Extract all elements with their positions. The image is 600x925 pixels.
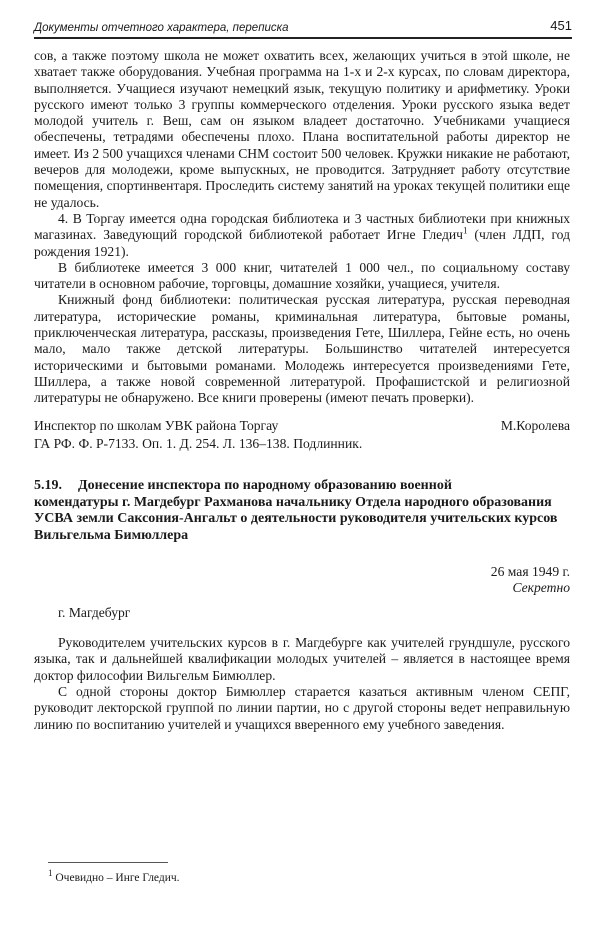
- document-number: 5.19.: [34, 478, 62, 494]
- page-body: [34, 48, 570, 733]
- paragraph-book-fund: Книжный фонд библиотеки: политическая русская литература, русская переводная литература, исторические романы, криминальная литература, бытовые романы, приключенческая литература, рассказы, произведения Гете, Шиллера, Гейне есть, но очень мало, мало также детской литературы. Большинство читателей интересуется историческими и бытовыми романами. Молодежь интересуется произведениями Гете, Шиллера, а также новой современной литературой. Профашистской и религиозной литературы не обнаружено. Все книги проверены (имеют печать проверки).: [34, 292, 570, 406]
- document-classification: Секретно: [512, 580, 570, 596]
- document-title-line1: Донесение инспектора по народному образованию военной: [78, 478, 452, 494]
- footnote-text: Очевидно – Инге Гледич.: [52, 872, 180, 884]
- paragraph-libraries-text: 4. В Торгау имеется одна городская библиотека и 3 частных библиотеки при книжных магазинах. Заведующий городской библиотекой работает Игне Гледич: [34, 210, 570, 243]
- signature-line: [34, 418, 570, 434]
- signature-name: М.Королева: [500, 417, 570, 433]
- footnote: [48, 868, 180, 884]
- footnote-reference[interactable]: 1: [463, 225, 468, 236]
- header-rule: [34, 37, 572, 39]
- document-place: г. Магдебург: [58, 604, 131, 620]
- document-date: 26 мая 1949 г.: [490, 564, 570, 580]
- running-title: Документы отчетного характера, переписка: [34, 22, 289, 34]
- document-title: [34, 478, 570, 495]
- page-number: 451: [550, 18, 572, 33]
- paragraph-library-stats: В библиотеке имеется 3 000 книг, читателей 1 000 чел., по социальному составу читатели в основном рабочие, торговцы, домашние хозяйки, учащиеся, учителя.: [34, 259, 570, 292]
- footnote-mark: 1: [48, 868, 53, 879]
- paragraph-continued: сов, а также поэтому школа не может охватить всех, желающих учиться в этой школе, не хватает также оборудования. Учебная программа на 1-х и 2-х курсах, по словам директора, выполняется. Учащиеся изучают немецкий язык, текущую политику и арифметику. Уроки русского имеют только 3 группы коммерческого отделения. Уроки русского языка ведет молодой учитель г. Веш, сам он языком владеет достаточно. Учебниками учащиеся обеспечены, тетрадями обеспечены плохо. Плана воспитательной работы директор не имеет. Из 2 500 учащихся членами СНМ состоит 500 человек. Кружки никакие не работают, вечеров для молодежи, кроме выпускных, не проводится. Затрудняет работу отсутствие помещения, спортинвентаря. Проследить систему занятий на уроках текущей политики еще не удалось.: [34, 48, 570, 210]
- document-title-rest: комендатуры г. Магдебург Рахманова начальнику Отдела народного образования УСВА земли Саксония-Ангальт о деятельности руководителя учительских курсов Вильгельма Бимюллера: [34, 494, 558, 543]
- paragraph-libraries-tail: (член ЛДП, год рождения 1921).: [34, 227, 571, 259]
- paragraph-head-of-courses: Руководителем учительских курсов в г. Магдебурге как учителей грундшуле, русского языка, так и дальнейшей квалификации молодых учителей – является в настоящее время доктор философии Вильгельм Бимюллер.: [34, 635, 570, 683]
- paragraph-bimueller-activity: С одной стороны доктор Бимюллер старается казаться активным членом СЕПГ, руководит лекторской группой по линии партии, но с другой стороны ведет неправильную линию по воспитанию учителей и учащихся вверенного ему учебного заведения.: [34, 683, 570, 732]
- archive-reference: ГА РФ. Ф. Р-7133. Оп. 1. Д. 254. Л. 136–138. Подлинник.: [34, 435, 363, 451]
- paragraph-libraries: [34, 211, 570, 260]
- signature-position: Инспектор по школам УВК района Торгау: [34, 417, 279, 433]
- footnote-rule: [48, 862, 168, 863]
